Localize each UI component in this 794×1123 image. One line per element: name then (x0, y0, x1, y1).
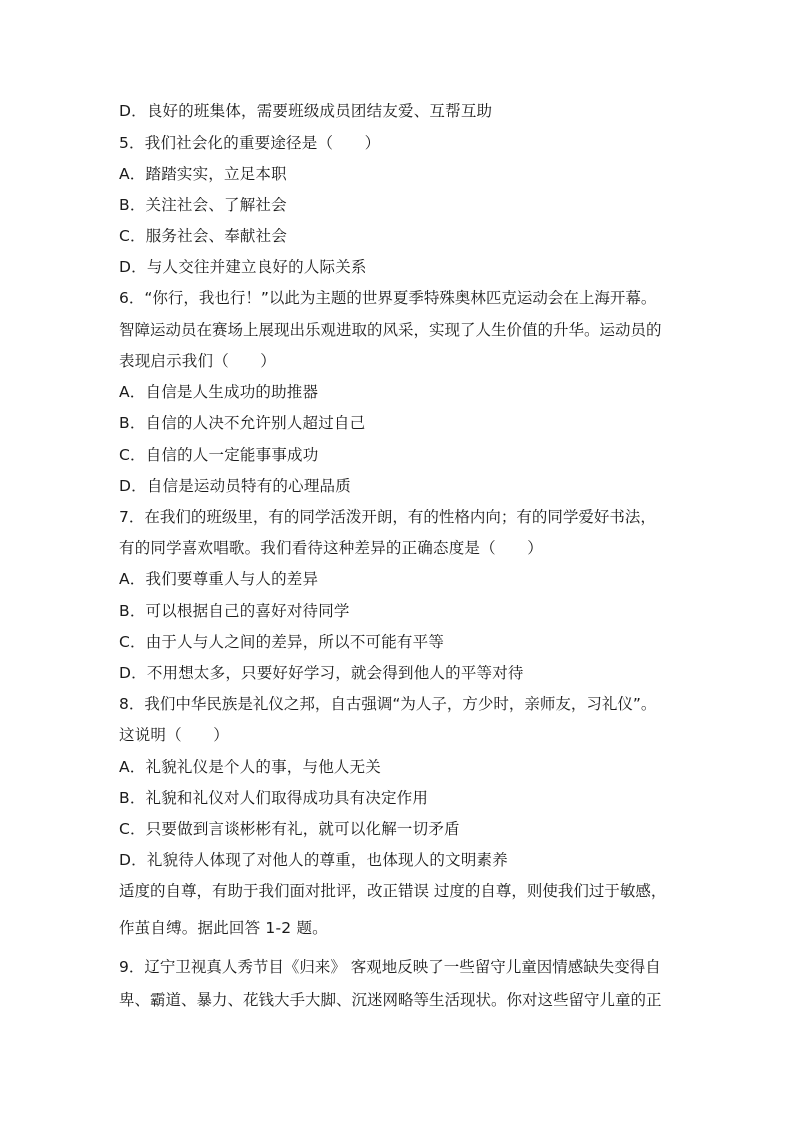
option-c-q8: C．只要做到言谈彬彬有礼，就可以化解一切矛盾 (119, 820, 460, 838)
option-b-q5: B．关注社会、了解社会 (119, 196, 287, 214)
option-d-q4: D．良好的班集体，需要班级成员团结友爱、互帮互助 (119, 102, 493, 120)
question-6-line-1: 6．“你行，我也行！”以此为主题的世界夏季特殊奥林匹克运动会在上海开幕。 (119, 289, 657, 307)
option-d-q6: D．自信是运动员特有的心理品质 (119, 477, 351, 495)
passage-line-2: 作茧自缚。据此回答 1-2 题。 (119, 919, 328, 937)
option-d-q5: D．与人交往并建立良好的人际关系 (119, 258, 367, 276)
option-d-q8: D．礼貌待人体现了对他人的尊重，也体现人的文明素养 (119, 851, 508, 869)
option-a-q5: A．踏踏实实，立足本职 (119, 165, 287, 183)
option-c-q7: C．由于人与人之间的差异，所以不可能有平等 (119, 633, 445, 651)
option-a-q6: A．自信是人生成功的助推器 (119, 383, 319, 401)
option-c-q6: C．自信的人一定能事事成功 (119, 446, 319, 464)
option-b-q6: B．自信的人决不允许别人超过自己 (119, 414, 366, 432)
option-b-q8: B．礼貌和礼仪对人们取得成功具有决定作用 (119, 789, 429, 807)
question-8-line-2: 这说明（ ） (119, 726, 229, 744)
question-9-line-2: 卑、霸道、暴力、花钱大手大脚、沉迷网略等生活现状。你对这些留守儿童的正 (119, 991, 662, 1009)
question-5: 5．我们社会化的重要途径是（ ） (119, 134, 381, 152)
option-d-q7: D．不用想太多，只要好好学习，就会得到他人的平等对待 (119, 664, 524, 682)
question-7-line-1: 7．在我们的班级里，有的同学活泼开朗，有的性格内向；有的同学爱好书法， (119, 508, 656, 526)
option-b-q7: B．可以根据自己的喜好对待同学 (119, 602, 350, 620)
option-a-q8: A．礼貌礼仪是个人的事，与他人无关 (119, 758, 382, 776)
question-7-line-2: 有的同学喜欢唱歌。我们看待这种差异的正确态度是（ ） (119, 539, 543, 557)
question-6-line-3: 表现启示我们（ ） (119, 352, 277, 370)
question-8-line-1: 8．我们中华民族是礼仪之邦，自古强调“为人子，方少时，亲师友，习礼仪”。 (119, 695, 657, 713)
option-c-q5: C．服务社会、奉献社会 (119, 227, 288, 245)
option-a-q7: A．我们要尊重人与人的差异 (119, 570, 319, 588)
passage-line-1: 适度的自尊，有助于我们面对批评，改正错误 过度的自尊，则使我们过于敏感， (119, 882, 667, 900)
question-6-line-2: 智障运动员在赛场上展现出乐观进取的风采，实现了人生价值的升华。运动员的 (119, 321, 662, 339)
question-9-line-1: 9．辽宁卫视真人秀节目《归来》 客观地反映了一些留守儿童因情感缺失变得自 (119, 958, 661, 976)
